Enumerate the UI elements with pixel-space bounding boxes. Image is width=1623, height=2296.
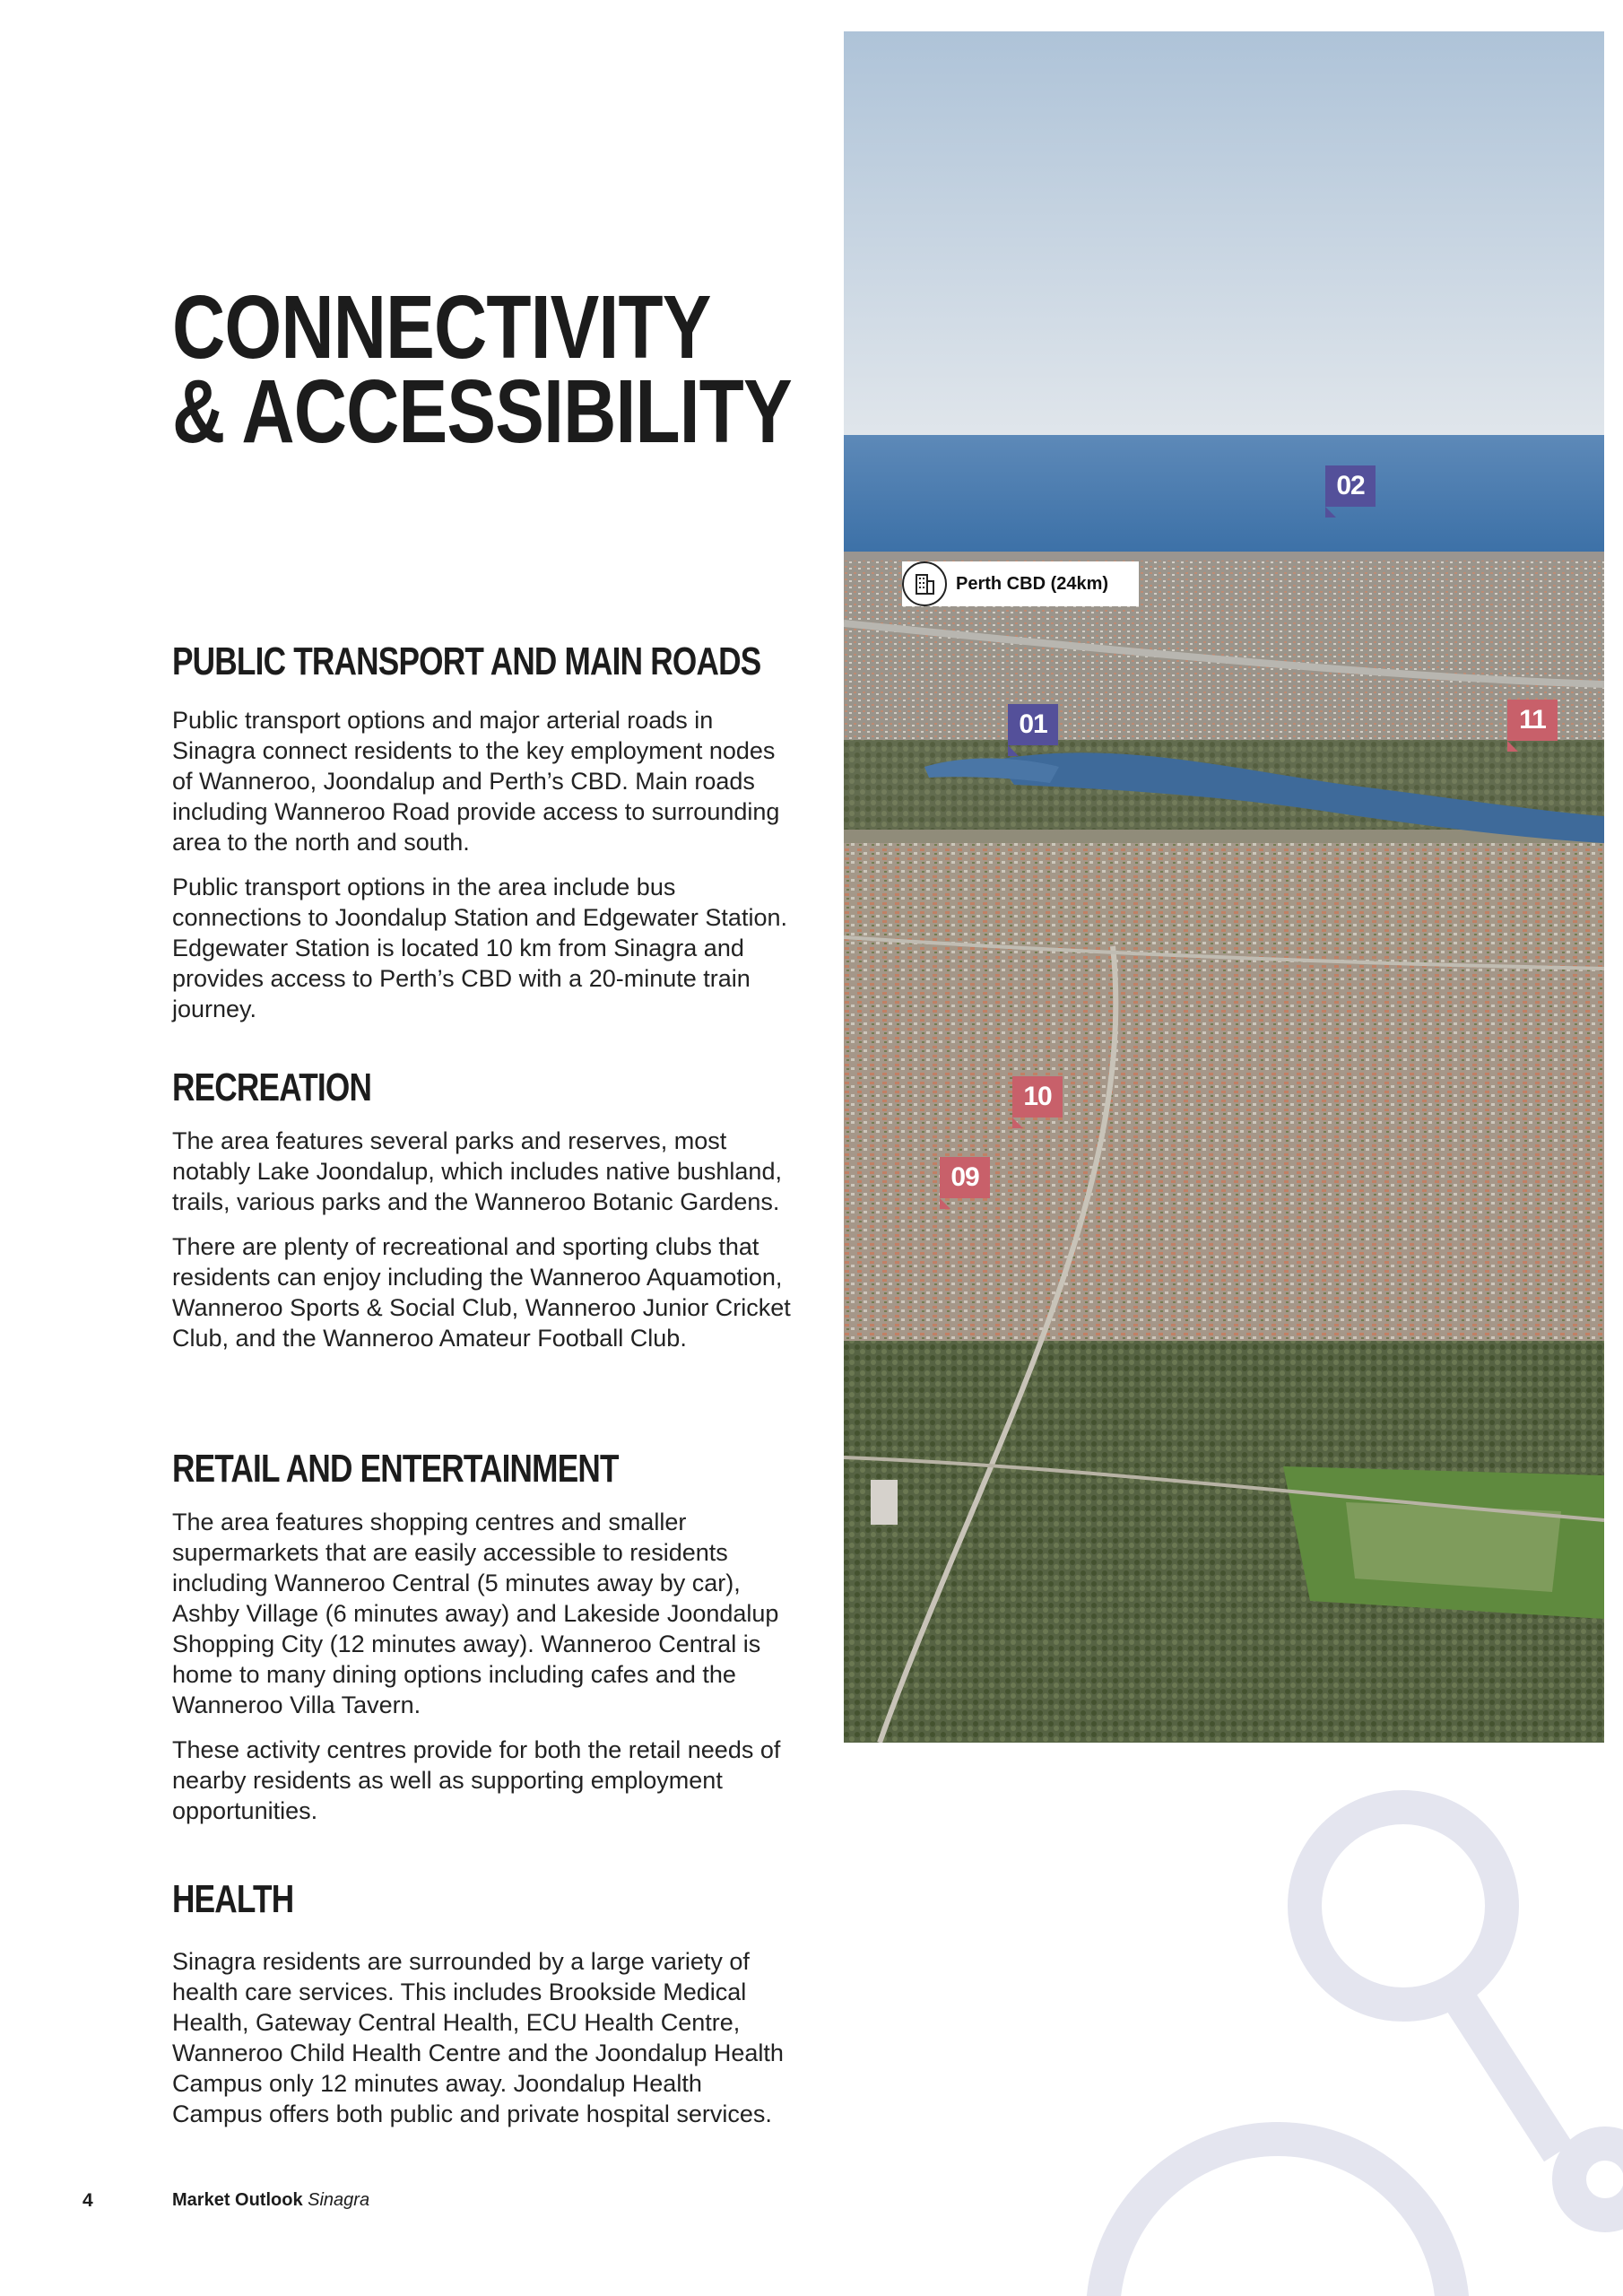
- section-heading: PUBLIC TRANSPORT AND MAIN ROADS: [172, 639, 761, 683]
- publication-name: Market Outlook: [172, 2190, 303, 2210]
- section-paragraph: Public transport options in the area include bus connections to Joondalup Station and Edgewater Station. Edgewater Station is located 10 km from Sinagra and provides access to Perth’s CBD with a 20-minute train journey.: [172, 874, 787, 1022]
- section-paragraph: Public transport options and major arterial roads in Sinagra connect residents to the key employment nodes of Wanneroo, Joondalup and Perth’s CBD. Main roads including Wanneroo Road provide access to surrounding area to the north and south.: [172, 707, 780, 856]
- page-title: [172, 277, 792, 462]
- title-line-1: CONNECTIVITY: [172, 277, 711, 378]
- section-health: [172, 1876, 791, 2129]
- building-icon: [902, 561, 947, 606]
- page-number: 4: [82, 2190, 93, 2211]
- location-marker-10: 10: [1012, 1076, 1063, 1118]
- section-paragraph: These activity centres provide for both the retail needs of nearby residents as well as supporting employment opportunities.: [172, 1736, 781, 1824]
- location-marker-11: 11: [1507, 700, 1558, 741]
- location-marker-02: 02: [1325, 465, 1376, 507]
- section-paragraph: The area features several parks and reserves, most notably Lake Joondalup, which includes native bushland, trails, various parks and the Wanneroo Botanic Gardens.: [172, 1127, 782, 1215]
- section-paragraph: The area features shopping centres and smaller supermarkets that are easily accessible to residents including Wanneroo Central (5 minutes away by car), Ashby Village (6 minutes away) and Lakeside Joondalup Shopping City (12 minutes away). Wanneroo Central is home to many dining options including cafes and the Wanneroo Villa Tavern.: [172, 1509, 779, 1718]
- section-retail-entertainment: [172, 1446, 791, 1826]
- location-marker-09: 09: [940, 1157, 990, 1198]
- cbd-distance-text: Perth CBD (24km): [956, 573, 1109, 594]
- section-heading: RECREATION: [172, 1065, 372, 1109]
- section-paragraph: Sinagra residents are surrounded by a large variety of health care services. This includes Brookside Medical Health, Gateway Central Health, ECU Health Centre, Wanneroo Child Health Centre and the Joondalup Health Campus only 12 minutes away. Joondalup Health Campus offers both public and private hospital services.: [172, 1948, 784, 2127]
- section-public-transport: [172, 639, 791, 1024]
- location-marker-01: 01: [1008, 704, 1058, 745]
- publication-suburb: Sinagra: [308, 2190, 370, 2210]
- section-paragraph: There are plenty of recreational and sporting clubs that residents can enjoy including the Wanneroo Aquamotion, Wanneroo Sports & Social Club, Wanneroo Junior Cricket Club, and the Wanneroo Amateur Football Club.: [172, 1233, 791, 1352]
- section-heading: HEALTH: [172, 1877, 294, 1921]
- footer-publication: [172, 2190, 369, 2211]
- section-heading: RETAIL AND ENTERTAINMENT: [172, 1447, 619, 1491]
- section-recreation: [172, 1065, 791, 1353]
- title-line-2: & ACCESSIBILITY: [172, 361, 792, 462]
- perth-cbd-label: [902, 561, 1139, 606]
- aerial-photo: [844, 31, 1604, 1743]
